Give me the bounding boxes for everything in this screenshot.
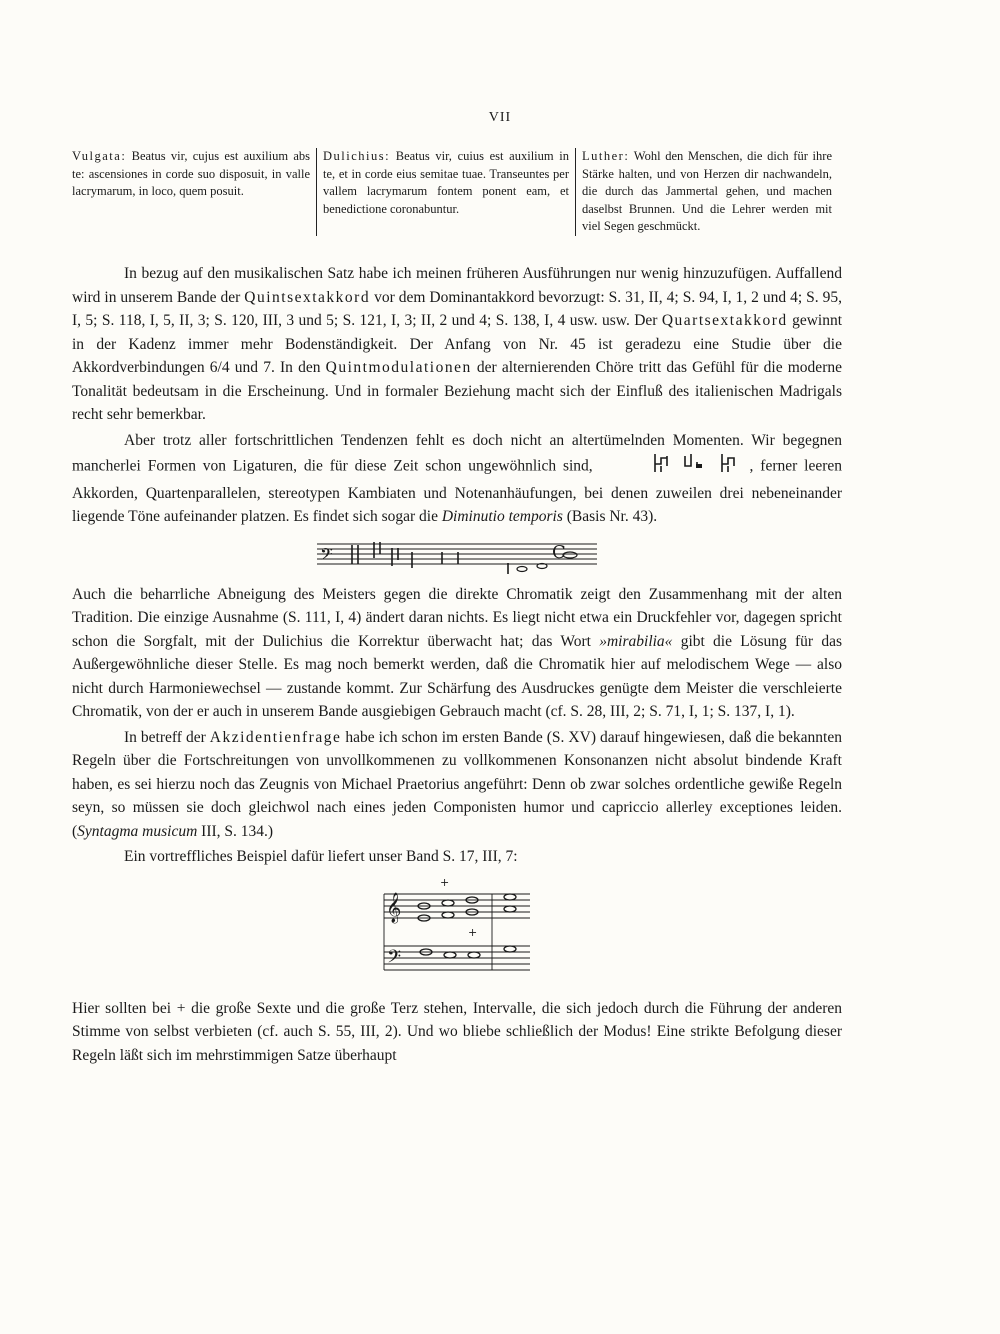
music-example-diminutio xyxy=(72,535,842,577)
text: (Basis Nr. 43). xyxy=(562,508,658,525)
column-text: Beatus vir, cuius est auxilium in te, et in corde eius semitae tuae. Transeuntes per vallem lacrymarum fontem ponent eam, et benedictione coronabuntur. xyxy=(323,149,569,216)
paragraph-beispiel xyxy=(72,845,842,869)
paragraph-chromatik xyxy=(72,583,842,724)
svg-text:+: + xyxy=(468,925,478,939)
psalm-comparison xyxy=(72,148,842,236)
term: Quartsextakkord xyxy=(661,312,788,329)
italic-term: Syntagma musicum xyxy=(77,822,198,840)
paragraph-ligaturen xyxy=(72,429,842,529)
column-luther xyxy=(576,148,832,236)
term: Quintmodulationen xyxy=(325,359,472,376)
svg-text:C: C xyxy=(552,541,566,563)
text: vor dem Dominantakkord bevorzugt: S. 31, II, 4; S. 94, I, 1, 2 und 4; S. 95, I, 5; S. 118, I, 5, II, 3; S. 120, III, 3 und 5; S. 121, I, 3; II, 2 und 4; S. 138, I, 4 usw. usw. Der xyxy=(72,288,842,329)
text: Aber trotz aller fortschrittlichen Tendenzen fehlt es doch nicht an altertümelnden Momenten. Wir begegnen mancherlei Formen von Ligaturen, die für diese Zeit schon ungewöhnlich sind, xyxy=(72,431,842,475)
ligature-examples xyxy=(600,452,750,482)
text: , ferner leeren Akkorden, Quartenparallelen, stereotypen Kambiaten und Notenanhäufungen, bei denen zuweilen drei nebeneinander liegende Töne aufeinander platzen. Es findet sich sogar die xyxy=(72,457,842,525)
text: Auch die beharrliche Abneigung des Meisters gegen die direkte Chromatik zeigt den Zusammenhang mit der alten Tradition. Die einzige Ausnahme (S. 111, I, 4) ändert daran nichts. Es liegt nicht etwa ein Druckfehler vor, dagegen spricht schon die Sorgfalt, mit der Dulichius die Korrektur überwacht hat; das Wort xyxy=(72,585,842,650)
paragraph-akzidentien xyxy=(72,726,842,844)
figured-bass: 6/4 xyxy=(209,359,230,376)
column-label: Vulgata: xyxy=(72,149,127,163)
text: III, S. 134.) xyxy=(197,822,274,840)
text: Hier sollten bei + die große Sexte und die große Terz stehen, Intervalle, die sich jedoch durch die Führung der anderen Stimme von selbst verbieten (cf. auch S. 55, III, 2). Und wo bliebe schließlich der Modus! Eine strikte Befolgung dieser Regeln läßt sich im mehrstimmigen Satze überhaupt xyxy=(72,999,842,1064)
italic-term: Diminutio temporis xyxy=(441,508,563,525)
svg-text:𝄞: 𝄞 xyxy=(386,892,402,923)
svg-text:𝄢: 𝄢 xyxy=(320,543,333,568)
column-dulichius xyxy=(316,148,576,236)
page-number: VII xyxy=(488,110,512,125)
text: habe ich schon im ersten Bande (S. XV) darauf hingewiesen, daß die bekannten Regeln über die Fortschreitungen von unvollkommenen zu vollkommenen Konsonanzen nicht absolut bindende Kraft haben, es sei hierzu noch das Zeugnis von Michael Praetorius angeführt: Denn ob zwar solches ordentliche gewiße Regeln seyn, so müssen sie doch gleichwol nach eines jeden Componisten humor und capriccio allerley exceptiones leiden. ( xyxy=(72,728,842,840)
column-text: Wohl den Menschen, die dich für ihre Stärke halten, und von Herzen dir nachwandeln, die durch das Jammertal gehen, und machen daselbst Brunnen. Und die Lehrer werden mit viel Segen geschmückt. xyxy=(582,149,832,233)
text: gibt die Lösung für das Außergewöhnliche dieser Stelle. Es mag noch bemerkt werden, daß die Chromatik hier auf melodischem Wege — also nicht durch Harmoniewechsel — zustande kommt. Zur Schärfung des Ausdruckes genügte dem Meister die verschleierte Chromatik, von der er auch in unserem Bande ausgiebigen Gebrauch macht (cf. S. 28, III, 2; S. 71, I, 1; S. 137, I, 1). xyxy=(72,632,842,720)
text: gewinnt in der Kadenz immer mehr Bodenständigkeit. Der Anfang von Nr. 45 ist geradezu eine Studie über die Akkordverbindungen xyxy=(72,312,843,376)
term: Akzidentienfrage xyxy=(209,728,342,746)
main-text xyxy=(72,262,842,1067)
paragraph-schluss xyxy=(72,997,842,1068)
text: In bezug auf den musikalischen Satz habe ich meinen früheren Ausführungen nur wenig hinzuzufügen. Auffallend wird in unserem Bande der xyxy=(72,265,842,306)
text: und 7. In den xyxy=(229,359,326,376)
music-example-beispiel xyxy=(72,873,842,985)
paragraph-satz xyxy=(72,262,842,427)
column-vulgata xyxy=(72,148,316,236)
italic-term: »mirabilia« xyxy=(599,632,673,650)
svg-text:+: + xyxy=(440,875,450,889)
column-text: Beatus vir, cujus est auxilium abs te: ascensiones in corde suo disposuit, in valle lacrymarum, in loco, quem posuit. xyxy=(72,149,311,198)
text: der alternierenden Chöre tritt das Gefühl für die moderne Tonalität bedeutsam in die Erscheinung. Und in formaler Beziehung macht sich der Einfluß des italienischen Madrigals recht sehr bemerkbar. xyxy=(72,359,842,423)
column-label: Luther: xyxy=(582,149,630,163)
term: Quintsextakkord xyxy=(244,288,371,306)
svg-text:𝄢: 𝄢 xyxy=(387,946,402,972)
column-label: Dulichius: xyxy=(323,149,391,163)
text: Ein vortreffliches Beispiel dafür liefert unser Band S. 17, III, 7: xyxy=(124,848,518,865)
text: In betreff der xyxy=(124,728,210,746)
